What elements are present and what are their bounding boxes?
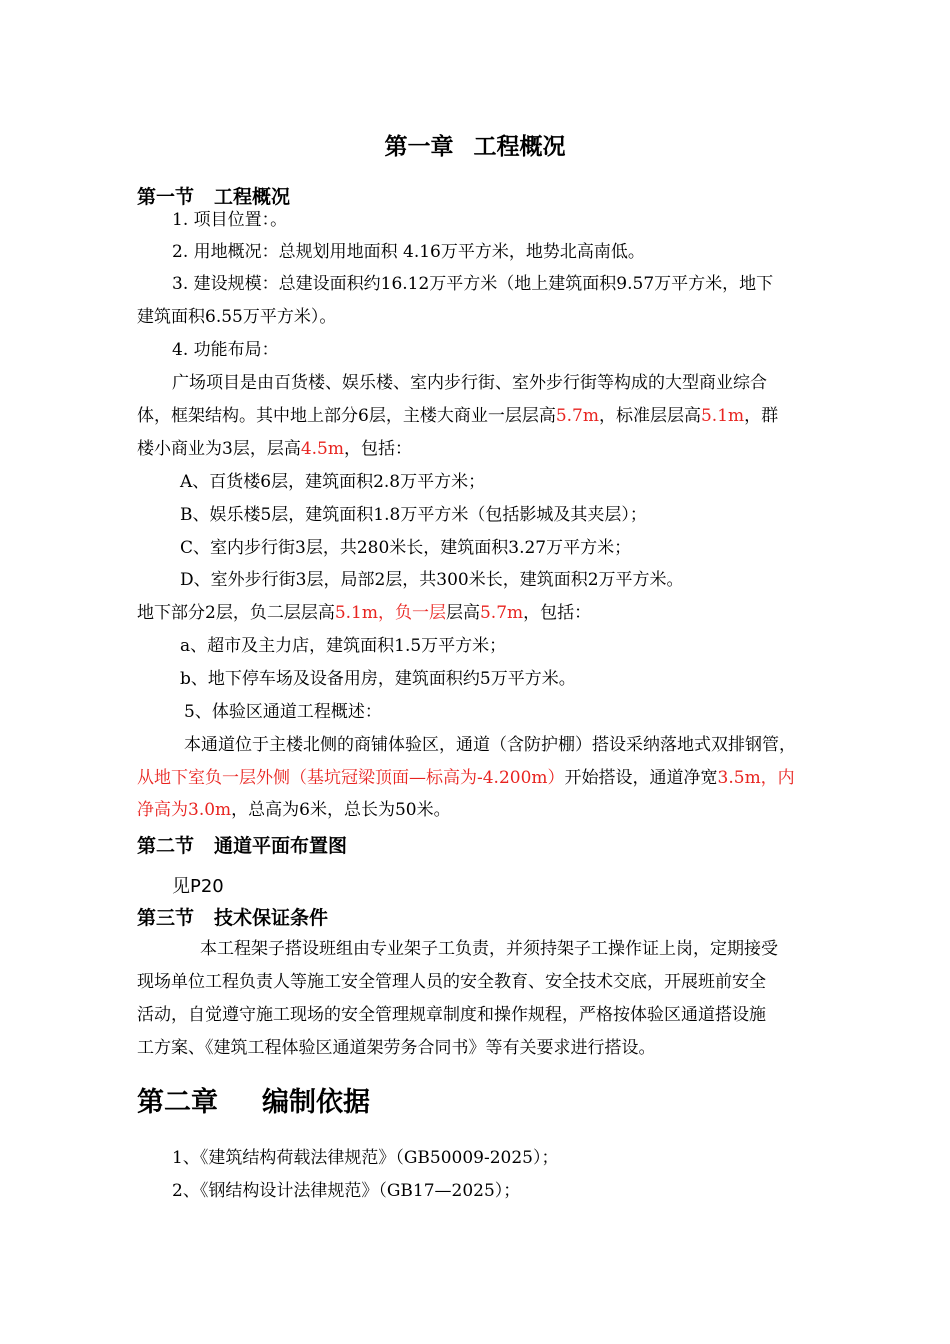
section1-heading [137, 182, 290, 209]
item-project-location: 1. 项目位置：。 [172, 210, 288, 230]
chapter1-heading [0, 128, 950, 161]
paragraph-tech-line3: 活动，自觉遵守施工现场的安全管理规章制度和操作规程，严格按体验区通道搭设施 [137, 1005, 766, 1025]
item-passage-overview: 5、体验区通道工程概述： [184, 702, 382, 722]
item-function-layout: 4. 功能布局： [172, 340, 279, 360]
section1-number: 第一节 [137, 186, 195, 208]
section1-title: 工程概况 [214, 186, 291, 208]
list-item-sub-a: a、超市及主力店，建筑面积1.5万平方米； [180, 636, 507, 656]
paragraph-tech-line1: 本工程架子搭设班组由专业架子工负责，并须持架子工操作证上岗，定期接受 [200, 939, 778, 959]
paragraph-layout-line2: 体，框架结构。其中地上部分6层，主楼大商业一层层高5.7m，标准层层高5.1m，群 [137, 406, 779, 426]
section3-heading [137, 903, 328, 930]
chapter2-heading [137, 1080, 370, 1119]
highlight-value: 5.7m [479, 603, 524, 623]
highlight-value: 从地下室负一层外侧（基坑冠梁顶面—标高为-4.200m） [137, 768, 565, 788]
paragraph-tech-line4: 工方案、《建筑工程体验区通道架劳务合同书》等有关要求进行搭设。 [137, 1038, 656, 1058]
list-item-sub-b: b、地下停车场及设备用房，建筑面积约5万平方米。 [180, 669, 576, 689]
paragraph-layout-line1: 广场项目是由百货楼、娱乐楼、室内步行街、室外步行街等构成的大型商业综合 [172, 373, 767, 393]
list-item-c: C、室内步行街3层，共280米长，建筑面积3.27万平方米； [180, 538, 632, 558]
highlight-value: 净高为3.0m [137, 800, 232, 820]
chapter2-number: 第二章 [137, 1087, 218, 1118]
highlight-value: 4.5m [300, 439, 344, 459]
list-item-d: D、室外步行街3层，局部2层，共300米长，建筑面积2万平方米。 [180, 570, 684, 590]
chapter1-title: 工程概况 [473, 134, 566, 160]
highlight-value: 5.1m，负一层 [334, 603, 446, 623]
highlight-value: 5.1m [700, 406, 745, 426]
chapter1-number: 第一章 [384, 134, 454, 160]
highlight-value: 5.7m [555, 406, 599, 426]
paragraph-tech-line2: 现场单位工程负责人等施工安全管理人员的安全教育、安全技术交底，开展班前安全 [137, 972, 766, 992]
item-land-overview: 2. 用地概况：总规划用地面积 4.16万平方米，地势北高南低。 [172, 242, 645, 262]
reference-item-1: 1、《建筑结构荷载法律规范》（GB50009-2025）； [172, 1148, 559, 1168]
paragraph-layout-line3: 楼小商业为3层，层高4.5m，包括： [137, 439, 412, 459]
paragraph-underground: 地下部分2层，负二层层高5.1m，负一层层高5.7m，包括： [137, 603, 592, 623]
item-construction-scale-cont: 建筑面积6.55万平方米）。 [137, 307, 337, 327]
section3-title: 技术保证条件 [214, 907, 329, 929]
section3-number: 第三节 [137, 907, 195, 929]
paragraph-passage-line1: 本通道位于主楼北侧的商铺体验区，通道（含防护棚）搭设采纳落地式双排钢管， [184, 735, 796, 755]
paragraph-passage-line2: 从地下室负一层外侧（基坑冠梁顶面—标高为-4.200m）开始搭设，通道净宽3.5m，内 [137, 768, 795, 788]
highlight-value: 3.5m，内 [717, 768, 795, 788]
reference-item-2: 2、《钢结构设计法律规范》（GB17—2025）； [172, 1181, 521, 1201]
list-item-b: B、娱乐楼5层，建筑面积1.8万平方米（包括影城及其夹层）； [180, 505, 647, 525]
paragraph-passage-line3: 净高为3.0m，总高为6米，总长为50米。 [137, 800, 451, 820]
chapter2-title: 编制依据 [262, 1087, 370, 1118]
section2-number: 第二节 [137, 835, 195, 857]
list-item-a: A、百货楼6层，建筑面积2.8万平方米； [180, 472, 486, 492]
section2-title: 通道平面布置图 [214, 835, 348, 857]
section2-heading [137, 831, 347, 858]
section2-page-reference: 见P20 [172, 876, 224, 897]
item-construction-scale: 3. 建设规模：总建设面积约16.12万平方米（地上建筑面积9.57万平方米，地下 [172, 274, 774, 294]
